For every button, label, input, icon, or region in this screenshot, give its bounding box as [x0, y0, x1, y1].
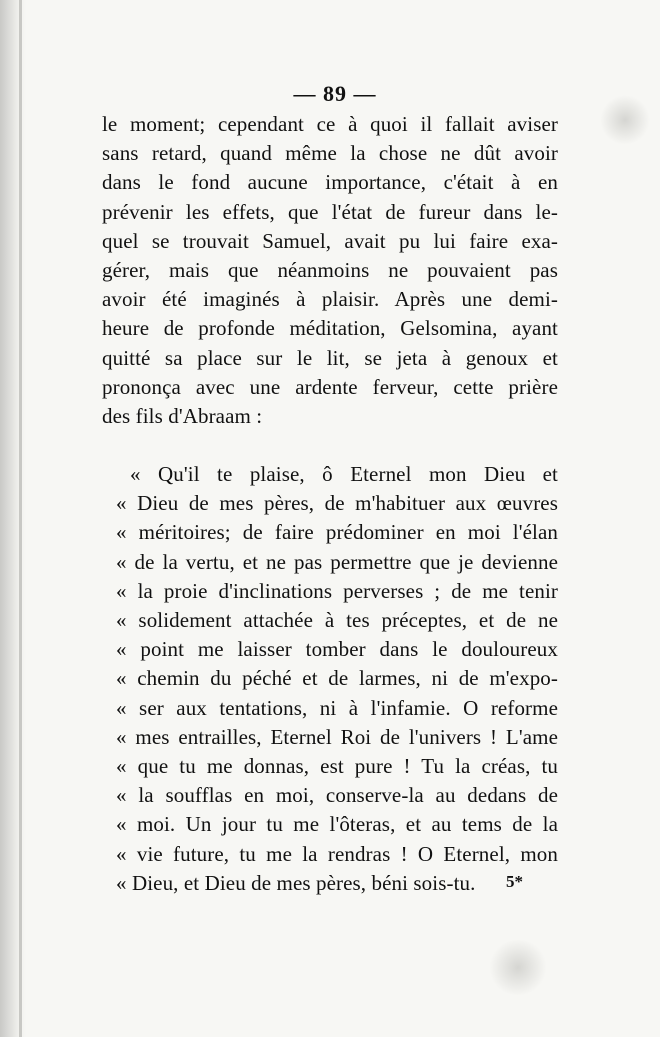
prayer-line: « vie future, tu me la rendras ! O Eternel, mon — [116, 841, 558, 866]
paper-stain — [600, 95, 650, 145]
prayer-line: « moi. Un jour tu me l'ôteras, et au tems de la — [116, 812, 558, 837]
prayer-line: « la soufflas en moi, conserve-la au dedans de — [116, 783, 558, 808]
text-line: heure de profonde méditation, Gelsomina, ayant — [102, 316, 558, 341]
prayer-line: « point me laisser tomber dans le douloureux — [116, 637, 558, 662]
text-line: quitté sa place sur le lit, se jeta à genoux et — [102, 345, 558, 370]
text-line: sans retard, quand même la chose ne dût avoir — [102, 141, 558, 166]
prayer-line: « mes entrailles, Eternel Roi de l'univers ! L'ame — [116, 724, 558, 749]
page-number: — 89 — — [293, 81, 377, 106]
prayer-line: « la proie d'inclinations perverses ; de me tenir — [116, 578, 558, 603]
prayer-line: « chemin du péché et de larmes, ni de m'expo- — [116, 666, 558, 691]
signature-mark: 5* — [506, 872, 523, 891]
body-paragraph — [102, 110, 558, 431]
prayer-line: « Dieu de mes pères, de m'habituer aux œuvres — [116, 491, 558, 516]
text-line: prévenir les effets, que l'état de fureur dans le- — [102, 199, 558, 224]
prayer-line: « Qu'il te plaise, ô Eternel mon Dieu et — [130, 462, 558, 487]
prayer-line: « Dieu, et Dieu de mes pères, béni sois-tu. — [116, 870, 476, 895]
text-line: gérer, mais que néanmoins ne pouvaient pas — [102, 257, 558, 282]
paragraph-gap — [102, 431, 558, 460]
paper-stain — [488, 940, 548, 995]
text-line: le moment; cependant ce à quoi il fallait aviser — [102, 112, 558, 136]
page-gutter-shadow — [0, 0, 26, 1037]
text-line: quel se trouvait Samuel, avait pu lui faire exa- — [102, 228, 558, 253]
prayer-quotation — [102, 460, 558, 898]
prayer-line: « que tu me donnas, est pure ! Tu la créas, tu — [116, 753, 558, 778]
book-page — [102, 78, 558, 898]
prayer-line: « solidement attachée à tes préceptes, et de ne — [116, 608, 558, 632]
text-line: des fils d'Abraam : — [102, 403, 263, 428]
prayer-line: « ser aux tentations, ni à l'infamie. O reforme — [116, 695, 558, 720]
binding-edge — [19, 0, 22, 1037]
prayer-line: « méritoires; de faire prédominer en moi l'élan — [116, 520, 558, 545]
text-line: prononça avec une ardente ferveur, cette prière — [102, 374, 558, 399]
prayer-line: « de la vertu, et ne pas permettre que je devienne — [116, 549, 558, 574]
text-line: avoir été imaginés à plaisir. Après une demi- — [102, 287, 558, 312]
text-line: dans le fond aucune importance, c'était à en — [102, 170, 558, 195]
